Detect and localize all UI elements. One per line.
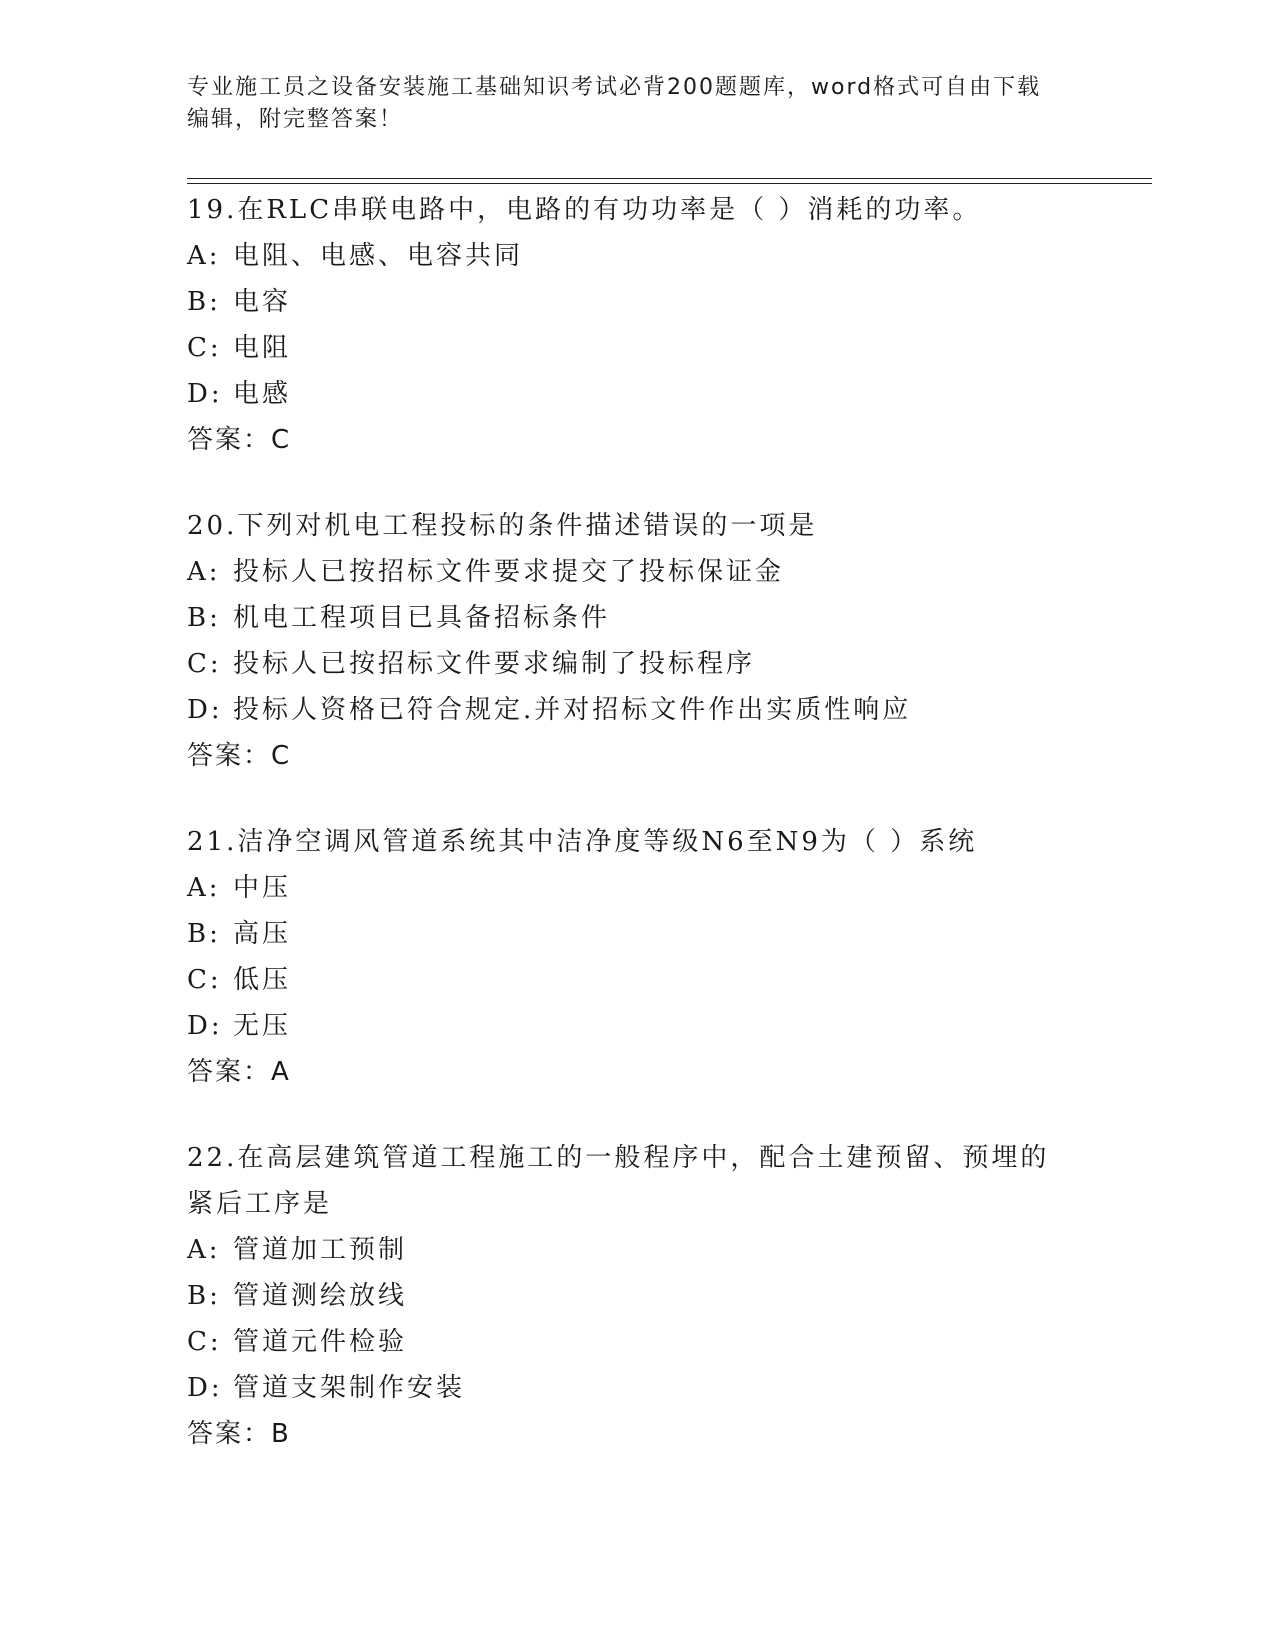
answer-line	[187, 733, 1152, 779]
question-list	[187, 187, 1152, 1497]
option-b	[187, 911, 1152, 957]
option-d	[187, 1365, 1152, 1411]
option-b	[187, 595, 1152, 641]
option-text: 管道测绘放线	[233, 1281, 408, 1311]
option-d	[187, 687, 1152, 733]
header-title-line-1: 专业施工员之设备安装施工基础知识考试必背200题题库，word格式可自由下载	[187, 75, 1042, 100]
option-letter: C:	[187, 649, 222, 679]
option-c	[187, 957, 1152, 1003]
question-19	[187, 187, 1152, 463]
option-letter: C:	[187, 965, 222, 995]
question-21	[187, 819, 1152, 1095]
option-c	[187, 1319, 1152, 1365]
answer-line	[187, 417, 1152, 463]
option-text: 管道元件检验	[233, 1327, 408, 1357]
option-a	[187, 233, 1152, 279]
answer-label: 答案：	[187, 741, 272, 771]
answer-value: A	[271, 1057, 291, 1087]
option-letter: A:	[187, 1235, 221, 1265]
option-letter: D:	[187, 1373, 223, 1403]
question-22	[187, 1135, 1152, 1457]
question-stem: 19.在RLC串联电路中，电路的有功功率是（ ）消耗的功率。	[187, 195, 982, 225]
option-b	[187, 1273, 1152, 1319]
option-letter: D:	[187, 379, 223, 409]
option-letter: B:	[187, 919, 221, 949]
option-letter: C:	[187, 333, 222, 363]
option-letter: A:	[187, 241, 221, 271]
question-20	[187, 503, 1152, 779]
option-text: 电阻、电感、电容共同	[233, 241, 524, 271]
option-text: 无压	[233, 1011, 292, 1041]
option-letter: B:	[187, 287, 221, 317]
option-text: 高压	[233, 919, 292, 949]
option-letter: A:	[187, 557, 221, 587]
option-letter: D:	[187, 1011, 223, 1041]
option-text: 机电工程项目已具备招标条件	[233, 603, 611, 633]
answer-label: 答案：	[187, 1419, 272, 1449]
option-letter: D:	[187, 695, 223, 725]
answer-value: C	[271, 425, 292, 455]
option-text: 投标人资格已符合规定.并对招标文件作出实质性响应	[233, 695, 912, 725]
option-text: 投标人已按招标文件要求编制了投标程序	[233, 649, 756, 679]
document-header	[187, 72, 1087, 136]
option-text: 电容	[233, 287, 292, 317]
answer-value: B	[271, 1419, 291, 1449]
answer-label: 答案：	[187, 425, 272, 455]
option-d	[187, 1003, 1152, 1049]
option-text: 低压	[233, 965, 292, 995]
header-title-line-2: 编辑，附完整答案！	[187, 107, 404, 132]
answer-value: C	[271, 741, 292, 771]
option-text: 管道加工预制	[233, 1235, 408, 1265]
question-stem: 22.在高层建筑管道工程施工的一般程序中，配合土建预留、预埋的紧后工序是	[187, 1143, 1050, 1219]
option-a	[187, 865, 1152, 911]
answer-line	[187, 1411, 1152, 1457]
option-d	[187, 371, 1152, 417]
option-c	[187, 641, 1152, 687]
answer-line	[187, 1049, 1152, 1095]
answer-label: 答案：	[187, 1057, 272, 1087]
option-a	[187, 549, 1152, 595]
option-text: 电感	[233, 379, 292, 409]
question-stem: 21.洁净空调风管道系统其中洁净度等级N6至N9为（ ）系统	[187, 827, 978, 857]
option-letter: C:	[187, 1327, 222, 1357]
option-text: 中压	[233, 873, 292, 903]
header-divider-bottom	[187, 183, 1152, 184]
option-a	[187, 1227, 1152, 1273]
header-divider-top	[187, 178, 1152, 179]
option-letter: B:	[187, 603, 221, 633]
question-stem: 20.下列对机电工程投标的条件描述错误的一项是	[187, 511, 818, 541]
option-text: 电阻	[233, 333, 292, 363]
option-b	[187, 279, 1152, 325]
option-c	[187, 325, 1152, 371]
option-text: 管道支架制作安装	[233, 1373, 466, 1403]
option-letter: B:	[187, 1281, 221, 1311]
option-letter: A:	[187, 873, 221, 903]
option-text: 投标人已按招标文件要求提交了投标保证金	[233, 557, 785, 587]
